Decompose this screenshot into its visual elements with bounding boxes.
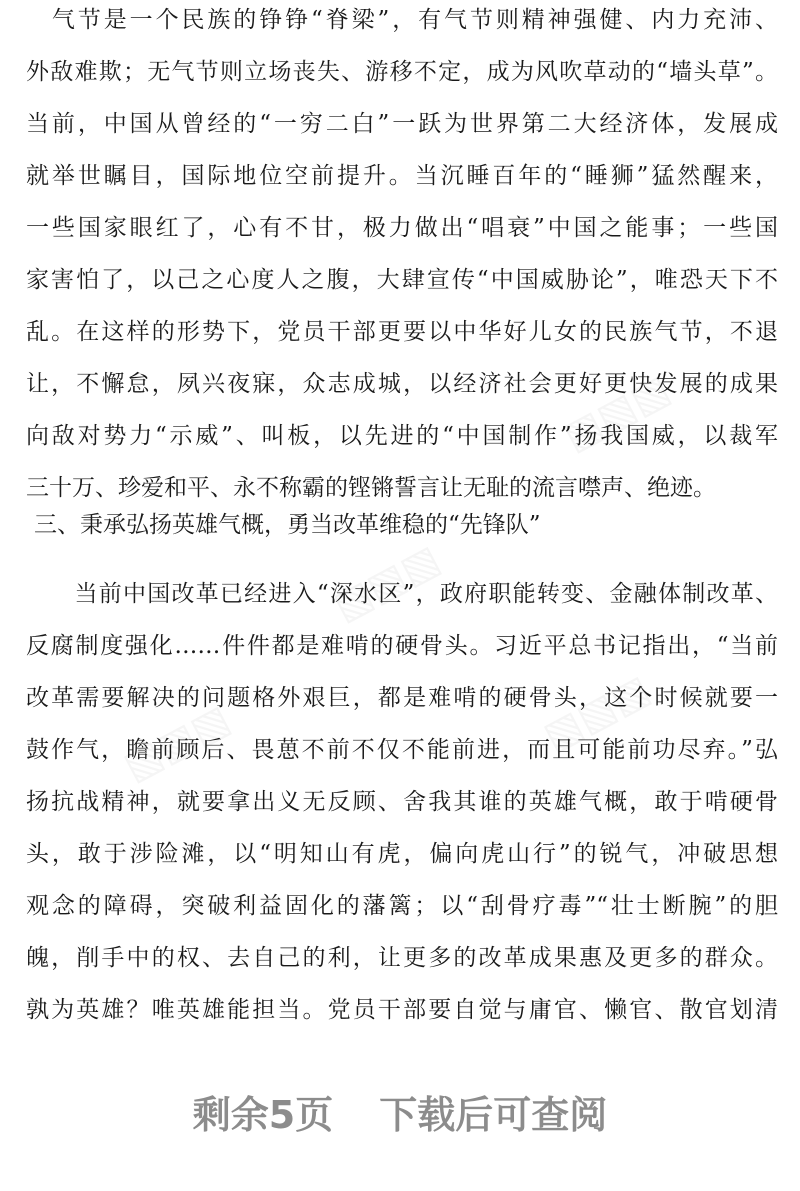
text-line: 魄，削手中的权、去自己的利，让更多的改革成果惠及更多的群众。 [26,945,778,971]
text-line: 观念的障碍，突破利益固化的藩篱；以“刮骨疗毒”“壮士断腕”的胆 [26,893,778,919]
text-line: 当前，中国从曾经的“一穷二白”一跃为世界第二大经济体，发展成 [26,111,778,137]
text-line: 让，不懈怠，夙兴夜寐，众志成城，以经济社会更好更快发展的成果 [26,371,778,397]
text-line: 鼓作气，瞻前顾后、畏葸不前不仅不能前进，而且可能前功尽弃。”弘 [26,737,778,763]
text-line: 孰为英雄？唯英雄能担当。党员干部要自觉与庸官、懒官、散官划清 [26,997,778,1023]
watermark: ▧▧▧ [555,366,678,460]
text-line: 向敌对势力“示威”、叫板，以先进的“中国制作”扬我国威，以裁军 [26,423,778,449]
text-line: 头，敢于涉险滩，以“明知山有虎，偏向虎山行”的锐气，冲破思想 [26,841,778,867]
text-line: 就举世瞩目，国际地位空前提升。当沉睡百年的“睡狮”猛然醒来， [26,163,778,189]
text-line: 改革需要解决的问题格外艰巨，都是难啃的硬骨头，这个时候就要一 [26,685,778,711]
text-line: 气节是一个民族的铮铮“脊梁”，有气节则精神强健、内力充沛、 [26,7,778,33]
paragraph-1 [26,0,778,514]
remaining-pages-label: 剩余5页 [192,1093,334,1137]
watermark: ▧▧▧ [325,536,448,630]
section-heading: 三、秉承弘扬英雄气概，勇当改革维稳的“先锋队” [34,512,541,538]
download-prompt[interactable] [0,1084,800,1139]
text-line: 三十万、珍爱和平、永不称霸的铿锵誓言让无耻的流言噤声、绝迹。 [26,475,716,501]
text-line: 乱。在这样的形势下，党员干部更要以中华好儿女的民族气节，不退 [26,319,778,345]
text-line: 外敌难欺；无气节则立场丧失、游移不定，成为风吹草动的“墙头草”。 [26,59,778,85]
text-line: 扬抗战精神，就要拿出义无反顾、舍我其谁的英雄气概，敢于啃硬骨 [26,789,778,815]
paragraph-2 [26,568,778,1036]
watermark: ▧▧▧ [115,696,238,790]
text-line: 当前中国改革已经进入“深水区”，政府职能转变、金融体制改革、 [26,581,778,607]
watermark: ▧▧▧ [535,666,658,760]
text-line: 家害怕了，以己之心度人之腹，大肆宣传“中国威胁论”，唯恐天下不 [26,267,778,293]
download-label[interactable]: 下载后可查阅 [379,1093,608,1137]
text-line: 反腐制度强化……件件都是难啃的硬骨头。习近平总书记指出，“当前 [26,633,778,659]
text-line: 一些国家眼红了，心有不甘，极力做出“唱衰”中国之能事；一些国 [26,215,778,241]
